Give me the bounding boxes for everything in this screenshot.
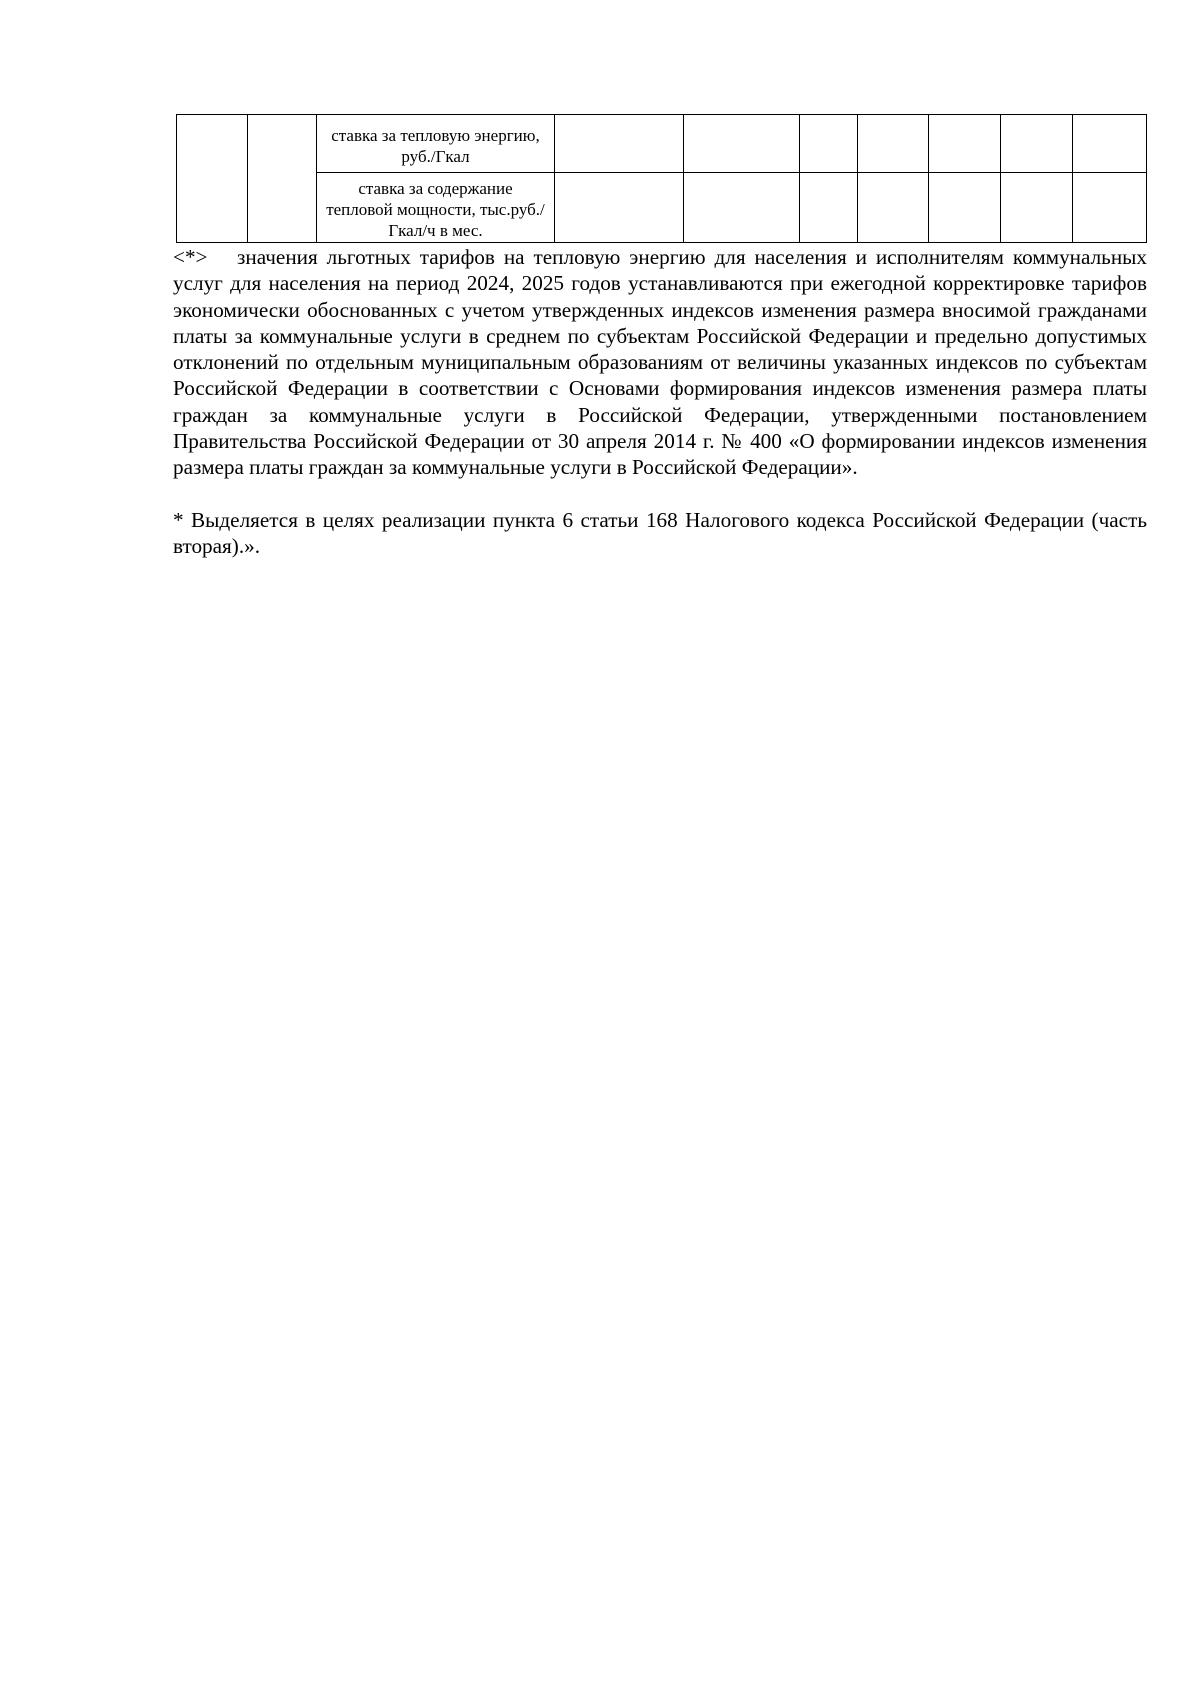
footnotes [173,244,1147,559]
table-cell-empty [1073,115,1147,173]
footnote-text: значения льготных тарифов на тепловую энергию для населения и исполнителям коммунальных услуг для населения на период 2024, 2025 годов устанавливаются при ежегодной корректировке тарифов экономически обоснованных с учетом утвержденных индексов изменения размера вносимой гражданами платы за коммунальные услуги в среднем по субъектам Российской Федерации и предельно допустимых отклонений по отдельным муниципальным образованиям от величины указанных индексов по субъектам Российской Федерации в соответствии с Основами формирования индексов изменения размера платы граждан за коммунальные услуги в Российской Федерации, утвержденными постановлением Правительства Российской Федерации от 30 апреля 2014 г. № 400 «О формировании индексов изменения размера платы граждан за коммунальные услуги в Российской Федерации». [173,245,1147,480]
footnote-marker: <*> [173,245,208,269]
footnote-paragraph [173,244,1147,481]
table-cell-empty [555,173,684,243]
table-cell-empty [800,173,858,243]
table-cell-empty [684,173,800,243]
table-cell-empty [684,115,800,173]
table-cell-empty [1001,173,1073,243]
table-cell-empty [929,173,1001,243]
table-row [177,115,1147,173]
table-cell-empty [858,115,929,173]
table-cell-empty [858,173,929,243]
table-cell-label: ставка за содержание тепловой мощности, тыс.руб./Гкал/ч в мес. [317,173,555,243]
table-cell-empty [1073,173,1147,243]
table-cell-empty [929,115,1001,173]
table-cell-empty [555,115,684,173]
table-cell-empty [248,115,317,243]
table-cell-label: ставка за тепловую энергию, руб./Гкал [317,115,555,173]
tariff-table [176,114,1147,243]
table-cell-empty [800,115,858,173]
table-cell-empty [177,115,248,243]
table-row [177,173,1147,243]
asterisk-note: * Выделяется в целях реализации пункта 6 статьи 168 Налогового кодекса Российской Федерации (часть вторая).». [173,507,1147,558]
table-cell-empty [1001,115,1073,173]
